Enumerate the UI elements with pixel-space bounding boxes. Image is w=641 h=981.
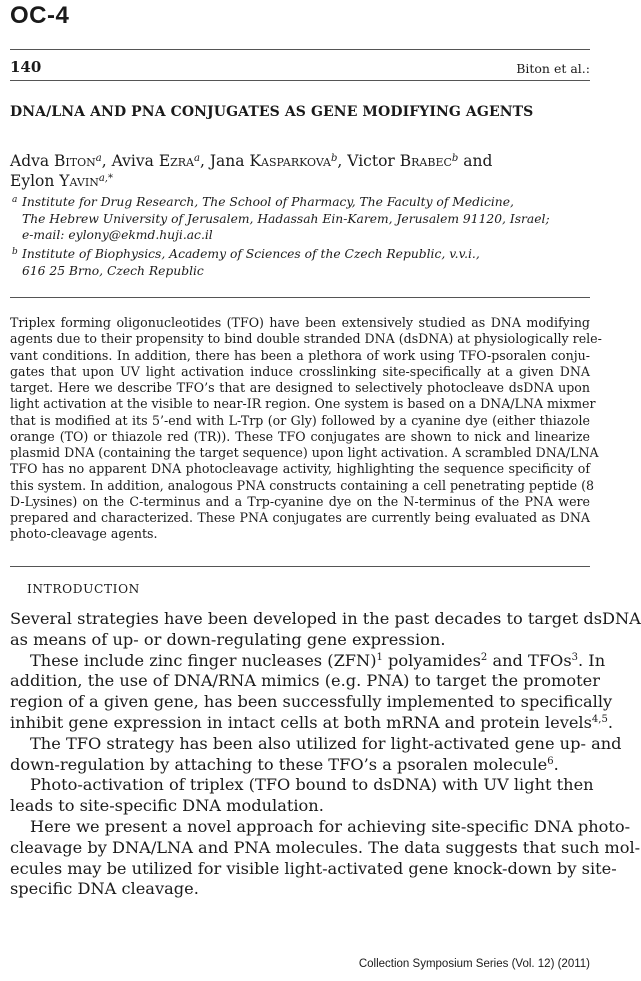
- body-line: specific DNA cleavage.: [10, 879, 199, 899]
- body-line: leads to site-specific DNA modulation.: [10, 796, 324, 816]
- affiliation-a: a Institute for Drug Research, The School of Pharmacy, The Faculty of Medicine, The Hebrew University of Jerusalem, Hadassah Ein-Karem, Jerusalem 91120, Israel; e-mail: eylony@ekmd.huji.ac.il: [12, 195, 550, 243]
- body-line: down-regulation by attaching to these TFO’s a psoralen molecule$^6$.: [10, 754, 559, 774]
- body-line: Here we present a novel approach for achieving site-specific DNA photo-: [30, 816, 631, 836]
- abstract-bottom-rule: [10, 566, 590, 567]
- body-line: Photo-activation of triplex (TFO bound to dsDNA) with UV light then: [30, 775, 594, 795]
- author-2: Aviva Ezra$^a$: [111, 152, 200, 170]
- body-line: as means of up- or down-regulating gene expression.: [10, 629, 446, 649]
- author-4: Victor Brabec$^b$: [347, 152, 459, 170]
- body-line: ecules may be utilized for visible light-activated gene knock-down by site-: [10, 858, 617, 878]
- author-3: Jana Kasparkova$^b$: [209, 152, 338, 170]
- abstract-top-rule: [10, 297, 590, 298]
- abstract: Triplex forming oligonucleotides (TFO) have been extensively studied as DNA modifying agents due to their propensity to bind double stranded DNA (dsDNA) at physiologically rele- vant conditions. In addition, there has been a plethora of work using TFO-psoralen conju- gates that upon UV light activation induce crosslinking site-specifically at a given DNA target. Here we describe TFO’s that are designed to selectively photocleave dsDNA upon light activation at the visible to near-IR region. One system is based on a DNA/LNA mixmer that is modified at its 5’-end with L-Trp (or Gly) followed by a cyanine dye (either thiazole orange (TO) or thiazole red (TR)). These TFO conjugates are shown to nick and linearize plasmid DNA (containing the target sequence) upon light activation. A scrambled DNA/LNA TFO has no apparent DNA photocleavage activity, highlighting the sequence specificity of this system. In addition, analogous PNA constructs containing a cell penetrating peptide (8 D-Lysines) on the C-terminus and a Trp-cyanine dye on the N-terminus of the PNA were prepared and characterized. These PNA conjugates are currently being evaluated as DNA photo-cleavage agents.: [10, 315, 602, 542]
- running-head-rule: [10, 80, 590, 81]
- body-line: cleavage by DNA/LNA and PNA molecules. The data suggests that such mol-: [10, 837, 641, 857]
- author-list: Adva Biton$^a$, Aviva Ezra$^a$, Jana Kasparkova$^b$, Victor Brabec$^b$ and Eylon Yavin$^{a,*}$: [10, 152, 493, 190]
- paper-title: DNA/LNA AND PNA CONJUGATES AS GENE MODIFYING AGENTS: [10, 104, 534, 120]
- footer-series: Collection Symposium Series (Vol. 12) (2011): [358, 958, 590, 970]
- body-line: region of a given gene, has been successfully implemented to specifically: [10, 692, 613, 712]
- author-5: Eylon Yavin$^{a,*}$: [10, 171, 113, 190]
- body-line: addition, the use of DNA/RNA mimics (e.g. PNA) to target the promoter: [10, 671, 600, 691]
- author-1: Adva Biton$^a$: [10, 152, 102, 170]
- page-number: 140: [10, 58, 42, 76]
- running-head: Biton et al.:: [516, 61, 590, 76]
- body-line: The TFO strategy has been also utilized for light-activated gene up- and: [30, 733, 622, 753]
- body-line: These include zinc finger nucleases (ZFN)$^1$ polyamides$^2$ and TFOs$^3$. In: [30, 650, 606, 670]
- body-line: Several strategies have been developed in the past decades to target dsDNA: [10, 609, 641, 628]
- abstract-code: OC-4: [10, 2, 70, 29]
- body-line: inhibit gene expression in intact cells at both mRNA and protein levels$^{4,5}$.: [10, 712, 613, 732]
- section-heading-introduction: INTRODUCTION: [27, 582, 140, 596]
- header-rule: [10, 49, 590, 50]
- introduction-body: [10, 609, 641, 900]
- affiliation-b: b Institute of Biophysics, Academy of Sciences of the Czech Republic, v.v.i., 616 25 Brno, Czech Republic: [12, 247, 480, 278]
